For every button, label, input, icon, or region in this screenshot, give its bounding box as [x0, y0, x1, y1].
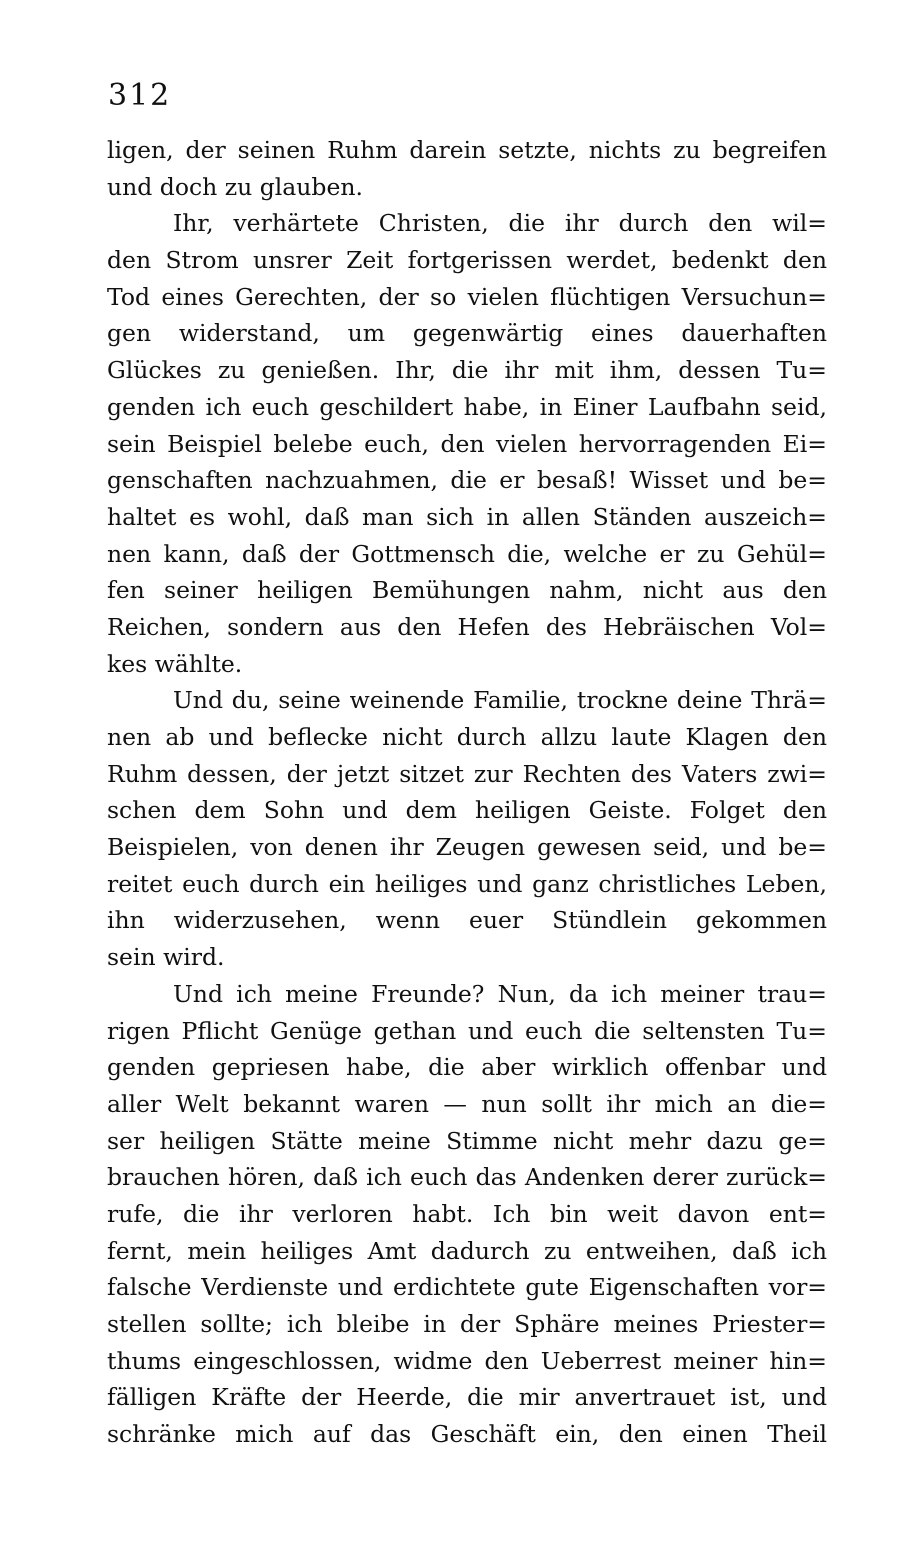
text-line: Tod eines Gerechten, der so vielen flüchtigen Versuchun=: [107, 282, 827, 311]
text-line: den Strom unsrer Zeit fortgerissen werdet, bedenkt den: [107, 246, 827, 275]
text-line: Ruhm dessen, der jetzt sitzet zur Rechten des Vaters zwi=: [107, 759, 827, 788]
text-line: rufe, die ihr verloren habt. Ich bin weit davon ent=: [107, 1199, 827, 1228]
text-line: schen dem Sohn und dem heiligen Geiste. Folget den: [107, 796, 827, 825]
page-number: 312: [108, 78, 172, 113]
text-line: falsche Verdienste und erdichtete gute Eigenschaften vor=: [107, 1273, 827, 1302]
text-line: fen seiner heiligen Bemühungen nahm, nicht aus den: [107, 576, 827, 605]
text-line: stellen sollte; ich bleibe in der Sphäre meines Priester=: [107, 1310, 827, 1338]
text-line: reitet euch durch ein heiliges und ganz christliches Leben,: [107, 869, 827, 898]
body-text: [107, 132, 827, 1453]
text-line: ser heiligen Stätte meine Stimme nicht mehr dazu ge=: [107, 1126, 827, 1155]
text-line: genden ich euch geschildert habe, in Einer Laufbahn seid,: [107, 392, 827, 421]
text-line: schränke mich auf das Geschäft ein, den einen Theil: [107, 1420, 827, 1449]
text-line: Und ich meine Freunde? Nun, da ich meiner trau=: [173, 979, 827, 1008]
text-line: rigen Pflicht Genüge gethan und euch die seltensten Tu=: [107, 1016, 827, 1045]
text-line: fälligen Kräfte der Heerde, die mir anvertrauet ist, und: [107, 1383, 827, 1412]
text-line: fernt, mein heiliges Amt dadurch zu entweihen, daß ich: [107, 1236, 827, 1265]
text-line: ligen, der seinen Ruhm darein setzte, nichts zu begreifen: [107, 136, 827, 164]
text-line: haltet es wohl, daß man sich in allen Ständen auszeich=: [107, 502, 827, 531]
text-line: nen ab und beflecke nicht durch allzu laute Klagen den: [107, 723, 827, 751]
text-line: und doch zu glauben.: [107, 172, 363, 201]
text-line: thums eingeschlossen, widme den Ueberrest meiner hin=: [107, 1346, 827, 1375]
text-line: nen kann, daß der Gottmensch die, welche er zu Gehül=: [107, 539, 827, 568]
text-line: genden gepriesen habe, die aber wirklich offenbar und: [107, 1053, 827, 1082]
text-line: Reichen, sondern aus den Hefen des Hebräischen Vol=: [107, 612, 827, 641]
text-line: sein wird.: [107, 943, 225, 972]
text-line: Beispielen, von denen ihr Zeugen gewesen seid, und be=: [107, 833, 827, 862]
text-line: kes wählte.: [107, 649, 243, 678]
text-line: brauchen hören, daß ich euch das Andenken derer zurück=: [107, 1163, 827, 1192]
text-line: aller Welt bekannt waren — nun sollt ihr mich an die=: [107, 1089, 827, 1118]
text-line: genschaften nachzuahmen, die er besaß! Wisset und be=: [107, 466, 827, 495]
text-line: sein Beispiel belebe euch, den vielen hervorragenden Ei=: [107, 429, 827, 458]
text-line: Glückes zu genießen. Ihr, die ihr mit ihm, dessen Tu=: [107, 356, 827, 385]
text-line: gen widerstand, um gegenwärtig eines dauerhaften: [107, 319, 827, 348]
text-line: Und du, seine weinende Familie, trockne deine Thrä=: [173, 686, 827, 715]
text-line: ihn widerzusehen, wenn euer Stündlein gekommen: [107, 906, 827, 935]
text-line: Ihr, verhärtete Christen, die ihr durch den wil=: [173, 209, 827, 238]
